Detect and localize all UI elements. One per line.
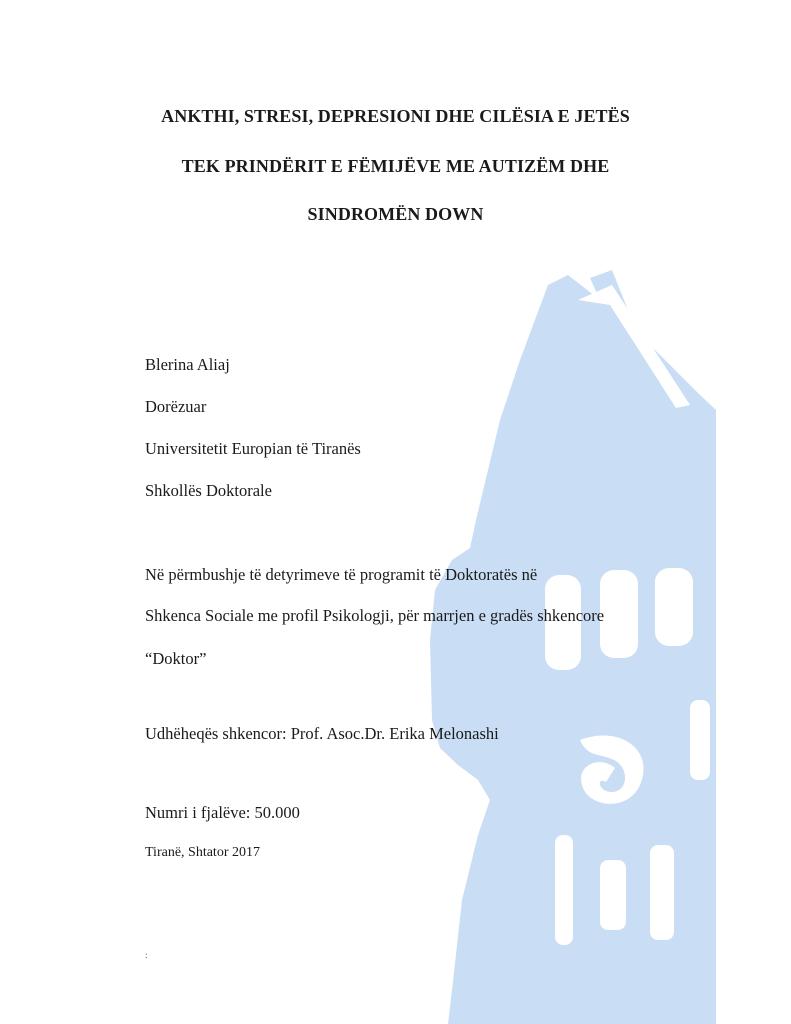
place-date: Tiranë, Shtator 2017 [145,845,260,860]
author-name: Blerina Aliaj [145,355,230,374]
supervisor: Udhëheqës shkencor: Prof. Asoc.Dr. Erika Melonashi [145,724,499,743]
fulfillment-line-3: “Doktor” [145,649,207,668]
word-count: Numri i fjalëve: 50.000 [145,803,300,822]
school-name: Shkollës Doktorale [145,481,272,500]
title-line-3: SINDROMËN DOWN [307,204,484,224]
fulfillment-line-1: Në përmbushje të detyrimeve të programit të Doktoratës në [145,565,538,584]
title-line-1: ANKTHI, STRESI, DEPRESIONI DHE CILËSIA E JETËS [161,106,630,126]
submitted-label: Dorëzuar [145,397,207,416]
university-name: Universitetit Europian të Tiranës [145,439,361,458]
fulfillment-line-2: Shkenca Sociale me profil Psikologji, për marrjen e gradës shkencore [145,606,605,625]
title-line-2: TEK PRINDËRIT E FËMIJËVE ME AUTIZËM DHE [181,156,610,176]
footer-mark: : [145,950,148,960]
